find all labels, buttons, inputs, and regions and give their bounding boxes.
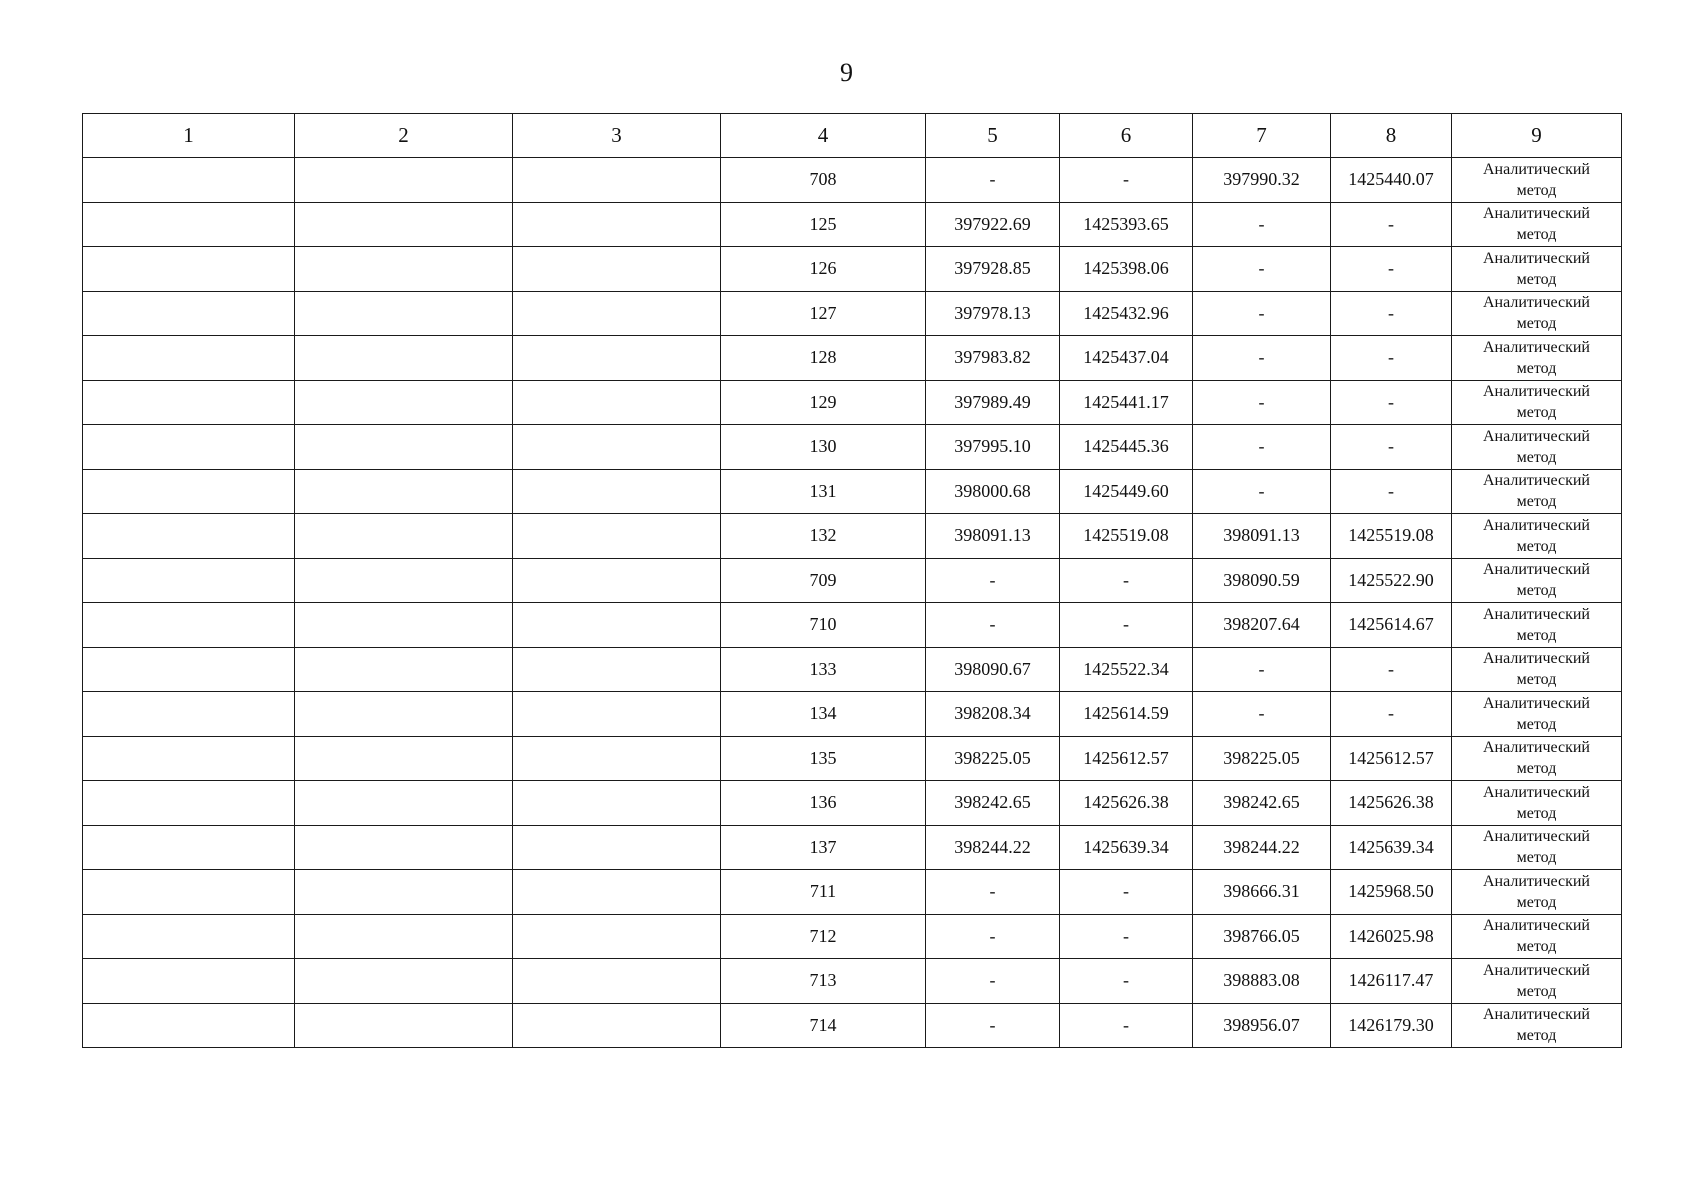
table-cell-method	[1452, 1003, 1622, 1048]
table-row	[83, 425, 1622, 470]
method-line-2: метод	[1516, 982, 1557, 1000]
table-cell-col4: 709	[721, 558, 926, 603]
table-cell-col2	[295, 291, 513, 336]
table-cell-col3	[513, 825, 721, 870]
method-line-2: метод	[1516, 938, 1557, 956]
table-cell-col4: 125	[721, 202, 926, 247]
table-cell-col1	[83, 959, 295, 1004]
table-cell-col2	[295, 692, 513, 737]
method-line-1: Аналитический	[1482, 249, 1590, 267]
method-line-2: метод	[1516, 893, 1557, 911]
table-cell-method	[1452, 247, 1622, 292]
table-cell-method	[1452, 603, 1622, 648]
table-cell-col6: 1425522.34	[1060, 647, 1193, 692]
table-cell-col6: -	[1060, 959, 1193, 1004]
method-line-2: метод	[1516, 849, 1557, 867]
method-line-1: Аналитический	[1482, 694, 1590, 712]
table-cell-col2	[295, 336, 513, 381]
table-cell-col6: 1425441.17	[1060, 380, 1193, 425]
table-cell-col2	[295, 514, 513, 559]
table-cell-method	[1452, 514, 1622, 559]
table-cell-col4: 126	[721, 247, 926, 292]
table-cell-col7: 398090.59	[1193, 558, 1331, 603]
column-header-5: 5	[926, 114, 1060, 158]
table-cell-col8: -	[1331, 247, 1452, 292]
method-line-2: метод	[1516, 359, 1557, 377]
table-row	[83, 336, 1622, 381]
table-cell-col2	[295, 158, 513, 203]
method-line-1: Аналитический	[1482, 516, 1590, 534]
table-cell-col3	[513, 870, 721, 915]
table-cell-col8: 1425440.07	[1331, 158, 1452, 203]
table-cell-col5: 398000.68	[926, 469, 1060, 514]
column-header-6: 6	[1060, 114, 1193, 158]
method-line-1: Аналитический	[1482, 1006, 1590, 1024]
table-cell-col8: 1425612.57	[1331, 736, 1452, 781]
table-body	[83, 158, 1622, 1048]
table-cell-col7: -	[1193, 469, 1331, 514]
table-cell-col5: 398090.67	[926, 647, 1060, 692]
table-cell-col2	[295, 1003, 513, 1048]
method-line-2: метод	[1516, 1027, 1557, 1045]
table-cell-col7: -	[1193, 647, 1331, 692]
table-cell-col6: -	[1060, 1003, 1193, 1048]
table-cell-method	[1452, 914, 1622, 959]
table-cell-col4: 137	[721, 825, 926, 870]
table-row	[83, 603, 1622, 648]
table-cell-col7: 398666.31	[1193, 870, 1331, 915]
column-header-1: 1	[83, 114, 295, 158]
method-line-1: Аналитический	[1482, 783, 1590, 801]
table-cell-col7: 398766.05	[1193, 914, 1331, 959]
table-cell-col1	[83, 914, 295, 959]
table-cell-col1	[83, 336, 295, 381]
method-line-1: Аналитический	[1482, 561, 1590, 579]
table-cell-col8: -	[1331, 291, 1452, 336]
table-cell-col5: -	[926, 959, 1060, 1004]
table-cell-method	[1452, 291, 1622, 336]
table-cell-col8: 1426025.98	[1331, 914, 1452, 959]
table-row	[83, 514, 1622, 559]
table-cell-col5: -	[926, 158, 1060, 203]
table-cell-col8: -	[1331, 380, 1452, 425]
table-cell-col6: -	[1060, 158, 1193, 203]
table-cell-col3	[513, 336, 721, 381]
column-header-2: 2	[295, 114, 513, 158]
table-cell-col6: -	[1060, 558, 1193, 603]
table-cell-col3	[513, 202, 721, 247]
table-cell-col8: 1425519.08	[1331, 514, 1452, 559]
table-cell-col5: 397983.82	[926, 336, 1060, 381]
table-cell-col1	[83, 1003, 295, 1048]
table-row	[83, 1003, 1622, 1048]
method-line-1: Аналитический	[1482, 160, 1590, 178]
table-cell-method	[1452, 959, 1622, 1004]
table-row	[83, 558, 1622, 603]
table-cell-col5: 398208.34	[926, 692, 1060, 737]
table-cell-col3	[513, 914, 721, 959]
table-cell-col3	[513, 158, 721, 203]
table-cell-col3	[513, 425, 721, 470]
table-cell-col6: 1425437.04	[1060, 336, 1193, 381]
table-cell-col7: -	[1193, 202, 1331, 247]
table-cell-col1	[83, 558, 295, 603]
table-cell-col2	[295, 603, 513, 648]
table-cell-col4: 131	[721, 469, 926, 514]
table-cell-col5: -	[926, 870, 1060, 915]
table-cell-col6: 1425393.65	[1060, 202, 1193, 247]
table-cell-col4: 127	[721, 291, 926, 336]
method-line-2: метод	[1516, 804, 1557, 822]
table-cell-col5: -	[926, 914, 1060, 959]
table-row	[83, 158, 1622, 203]
table-cell-col2	[295, 425, 513, 470]
table-cell-col6: -	[1060, 870, 1193, 915]
table-cell-col2	[295, 736, 513, 781]
table-cell-method	[1452, 380, 1622, 425]
table-cell-col8: 1425968.50	[1331, 870, 1452, 915]
table-cell-col2	[295, 870, 513, 915]
table-cell-col5: 397928.85	[926, 247, 1060, 292]
table-cell-col6: 1425445.36	[1060, 425, 1193, 470]
table-row	[83, 291, 1622, 336]
table-cell-col2	[295, 647, 513, 692]
table-cell-col7: -	[1193, 425, 1331, 470]
table-cell-col6: 1425449.60	[1060, 469, 1193, 514]
table-cell-col8: -	[1331, 469, 1452, 514]
table-cell-col5: 397989.49	[926, 380, 1060, 425]
table-cell-col1	[83, 380, 295, 425]
table-cell-col3	[513, 558, 721, 603]
table-cell-col1	[83, 870, 295, 915]
table-cell-col3	[513, 1003, 721, 1048]
table-row	[83, 692, 1622, 737]
table-cell-col8: 1426117.47	[1331, 959, 1452, 1004]
table-cell-col7: 398956.07	[1193, 1003, 1331, 1048]
table-cell-col8: 1425522.90	[1331, 558, 1452, 603]
table-cell-method	[1452, 425, 1622, 470]
table-cell-col7: 398207.64	[1193, 603, 1331, 648]
table-cell-method	[1452, 692, 1622, 737]
table-cell-col5: -	[926, 603, 1060, 648]
table-cell-col1	[83, 692, 295, 737]
table-cell-method	[1452, 469, 1622, 514]
table-cell-col4: 134	[721, 692, 926, 737]
table-cell-col1	[83, 514, 295, 559]
table-row	[83, 736, 1622, 781]
table-cell-col8: -	[1331, 692, 1452, 737]
table-cell-col1	[83, 736, 295, 781]
table-row	[83, 647, 1622, 692]
table-cell-col7: 398242.65	[1193, 781, 1331, 826]
method-line-2: метод	[1516, 181, 1557, 199]
table-cell-col7: 397990.32	[1193, 158, 1331, 203]
table-row	[83, 247, 1622, 292]
table-cell-col6: -	[1060, 603, 1193, 648]
table-cell-col5: -	[926, 1003, 1060, 1048]
column-header-7: 7	[1193, 114, 1331, 158]
table-cell-col1	[83, 425, 295, 470]
method-line-2: метод	[1516, 448, 1557, 466]
method-line-2: метод	[1516, 626, 1557, 644]
method-line-1: Аналитический	[1482, 338, 1590, 356]
method-line-1: Аналитический	[1482, 383, 1590, 401]
table-cell-col4: 133	[721, 647, 926, 692]
table-cell-col3	[513, 603, 721, 648]
table-cell-col8: 1425626.38	[1331, 781, 1452, 826]
method-line-2: метод	[1516, 537, 1557, 555]
table-cell-col4: 708	[721, 158, 926, 203]
table-cell-col3	[513, 380, 721, 425]
page-number: 9	[840, 58, 853, 87]
table-cell-method	[1452, 202, 1622, 247]
method-line-2: метод	[1516, 226, 1557, 244]
table-cell-col4: 710	[721, 603, 926, 648]
table-cell-col5: 398091.13	[926, 514, 1060, 559]
table-cell-col2	[295, 825, 513, 870]
column-header-4: 4	[721, 114, 926, 158]
table-cell-method	[1452, 558, 1622, 603]
table-cell-col6: 1425519.08	[1060, 514, 1193, 559]
header-row	[83, 114, 1622, 158]
table-cell-col5: 398242.65	[926, 781, 1060, 826]
table-cell-col2	[295, 247, 513, 292]
table-cell-col2	[295, 558, 513, 603]
table-cell-col2	[295, 202, 513, 247]
table-cell-col4: 712	[721, 914, 926, 959]
table-cell-col8: -	[1331, 425, 1452, 470]
table-cell-col3	[513, 514, 721, 559]
table-cell-col1	[83, 603, 295, 648]
table-cell-col1	[83, 781, 295, 826]
method-line-2: метод	[1516, 493, 1557, 511]
method-line-1: Аналитический	[1482, 828, 1590, 846]
method-line-2: метод	[1516, 270, 1557, 288]
table-cell-col3	[513, 647, 721, 692]
table-cell-col5: 398225.05	[926, 736, 1060, 781]
table-cell-col3	[513, 291, 721, 336]
table-cell-col5: 397922.69	[926, 202, 1060, 247]
table-cell-col4: 128	[721, 336, 926, 381]
table-cell-col1	[83, 202, 295, 247]
coordinates-table	[82, 113, 1622, 1048]
table-cell-col8: 1426179.30	[1331, 1003, 1452, 1048]
method-line-2: метод	[1516, 671, 1557, 689]
table-cell-method	[1452, 158, 1622, 203]
table-cell-col1	[83, 647, 295, 692]
table-cell-col6: 1425612.57	[1060, 736, 1193, 781]
table-cell-col7: 398883.08	[1193, 959, 1331, 1004]
method-line-1: Аналитический	[1482, 205, 1590, 223]
method-line-1: Аналитический	[1482, 472, 1590, 490]
table-cell-col3	[513, 959, 721, 1004]
table-cell-col1	[83, 469, 295, 514]
table-cell-col8: 1425639.34	[1331, 825, 1452, 870]
table-cell-col7: -	[1193, 692, 1331, 737]
method-line-2: метод	[1516, 404, 1557, 422]
table-cell-col8: -	[1331, 647, 1452, 692]
table-cell-col8: -	[1331, 202, 1452, 247]
method-line-2: метод	[1516, 760, 1557, 778]
table-cell-col8: -	[1331, 336, 1452, 381]
table-cell-col6: -	[1060, 914, 1193, 959]
method-line-1: Аналитический	[1482, 650, 1590, 668]
table-row	[83, 825, 1622, 870]
table-cell-col2	[295, 914, 513, 959]
method-line-2: метод	[1516, 315, 1557, 333]
method-line-1: Аналитический	[1482, 872, 1590, 890]
table-cell-col4: 136	[721, 781, 926, 826]
table-cell-method	[1452, 647, 1622, 692]
table-cell-col6: 1425398.06	[1060, 247, 1193, 292]
table-cell-col6: 1425626.38	[1060, 781, 1193, 826]
table-cell-col5: 398244.22	[926, 825, 1060, 870]
table-cell-col1	[83, 291, 295, 336]
table-row	[83, 870, 1622, 915]
table-cell-col7: -	[1193, 380, 1331, 425]
method-line-2: метод	[1516, 582, 1557, 600]
method-line-1: Аналитический	[1482, 961, 1590, 979]
table-cell-col4: 711	[721, 870, 926, 915]
table-row	[83, 202, 1622, 247]
column-header-9: 9	[1452, 114, 1622, 158]
table-cell-col4: 130	[721, 425, 926, 470]
table-cell-col3	[513, 469, 721, 514]
table-cell-col1	[83, 825, 295, 870]
table-cell-col7: 398225.05	[1193, 736, 1331, 781]
table-row	[83, 781, 1622, 826]
table-cell-col7: 398091.13	[1193, 514, 1331, 559]
table-cell-method	[1452, 870, 1622, 915]
table-cell-col4: 713	[721, 959, 926, 1004]
method-line-1: Аналитический	[1482, 427, 1590, 445]
table-cell-col6: 1425614.59	[1060, 692, 1193, 737]
table-row	[83, 959, 1622, 1004]
table-cell-col4: 135	[721, 736, 926, 781]
table-cell-col1	[83, 158, 295, 203]
method-line-1: Аналитический	[1482, 739, 1590, 757]
table-cell-method	[1452, 825, 1622, 870]
table-cell-col3	[513, 692, 721, 737]
table-cell-col3	[513, 247, 721, 292]
table-cell-col2	[295, 781, 513, 826]
table-cell-col2	[295, 469, 513, 514]
table-cell-method	[1452, 736, 1622, 781]
column-header-8: 8	[1331, 114, 1452, 158]
method-line-1: Аналитический	[1482, 917, 1590, 935]
column-header-3: 3	[513, 114, 721, 158]
table-cell-col2	[295, 380, 513, 425]
table-cell-col4: 714	[721, 1003, 926, 1048]
table-cell-col7: -	[1193, 291, 1331, 336]
table-cell-col6: 1425432.96	[1060, 291, 1193, 336]
table-cell-col1	[83, 247, 295, 292]
table-cell-col5: -	[926, 558, 1060, 603]
table-cell-col6: 1425639.34	[1060, 825, 1193, 870]
table-cell-col2	[295, 959, 513, 1004]
table-cell-col4: 129	[721, 380, 926, 425]
method-line-2: метод	[1516, 715, 1557, 733]
table-row	[83, 380, 1622, 425]
table-row	[83, 914, 1622, 959]
table-cell-col5: 397995.10	[926, 425, 1060, 470]
table-cell-col8: 1425614.67	[1331, 603, 1452, 648]
table-cell-col7: -	[1193, 336, 1331, 381]
table-cell-col3	[513, 781, 721, 826]
table-cell-method	[1452, 781, 1622, 826]
table-cell-col5: 397978.13	[926, 291, 1060, 336]
table-cell-col4: 132	[721, 514, 926, 559]
table-cell-col7: 398244.22	[1193, 825, 1331, 870]
method-line-1: Аналитический	[1482, 605, 1590, 623]
table-cell-col3	[513, 736, 721, 781]
table-row	[83, 469, 1622, 514]
method-line-1: Аналитический	[1482, 294, 1590, 312]
table-cell-col7: -	[1193, 247, 1331, 292]
table-cell-method	[1452, 336, 1622, 381]
